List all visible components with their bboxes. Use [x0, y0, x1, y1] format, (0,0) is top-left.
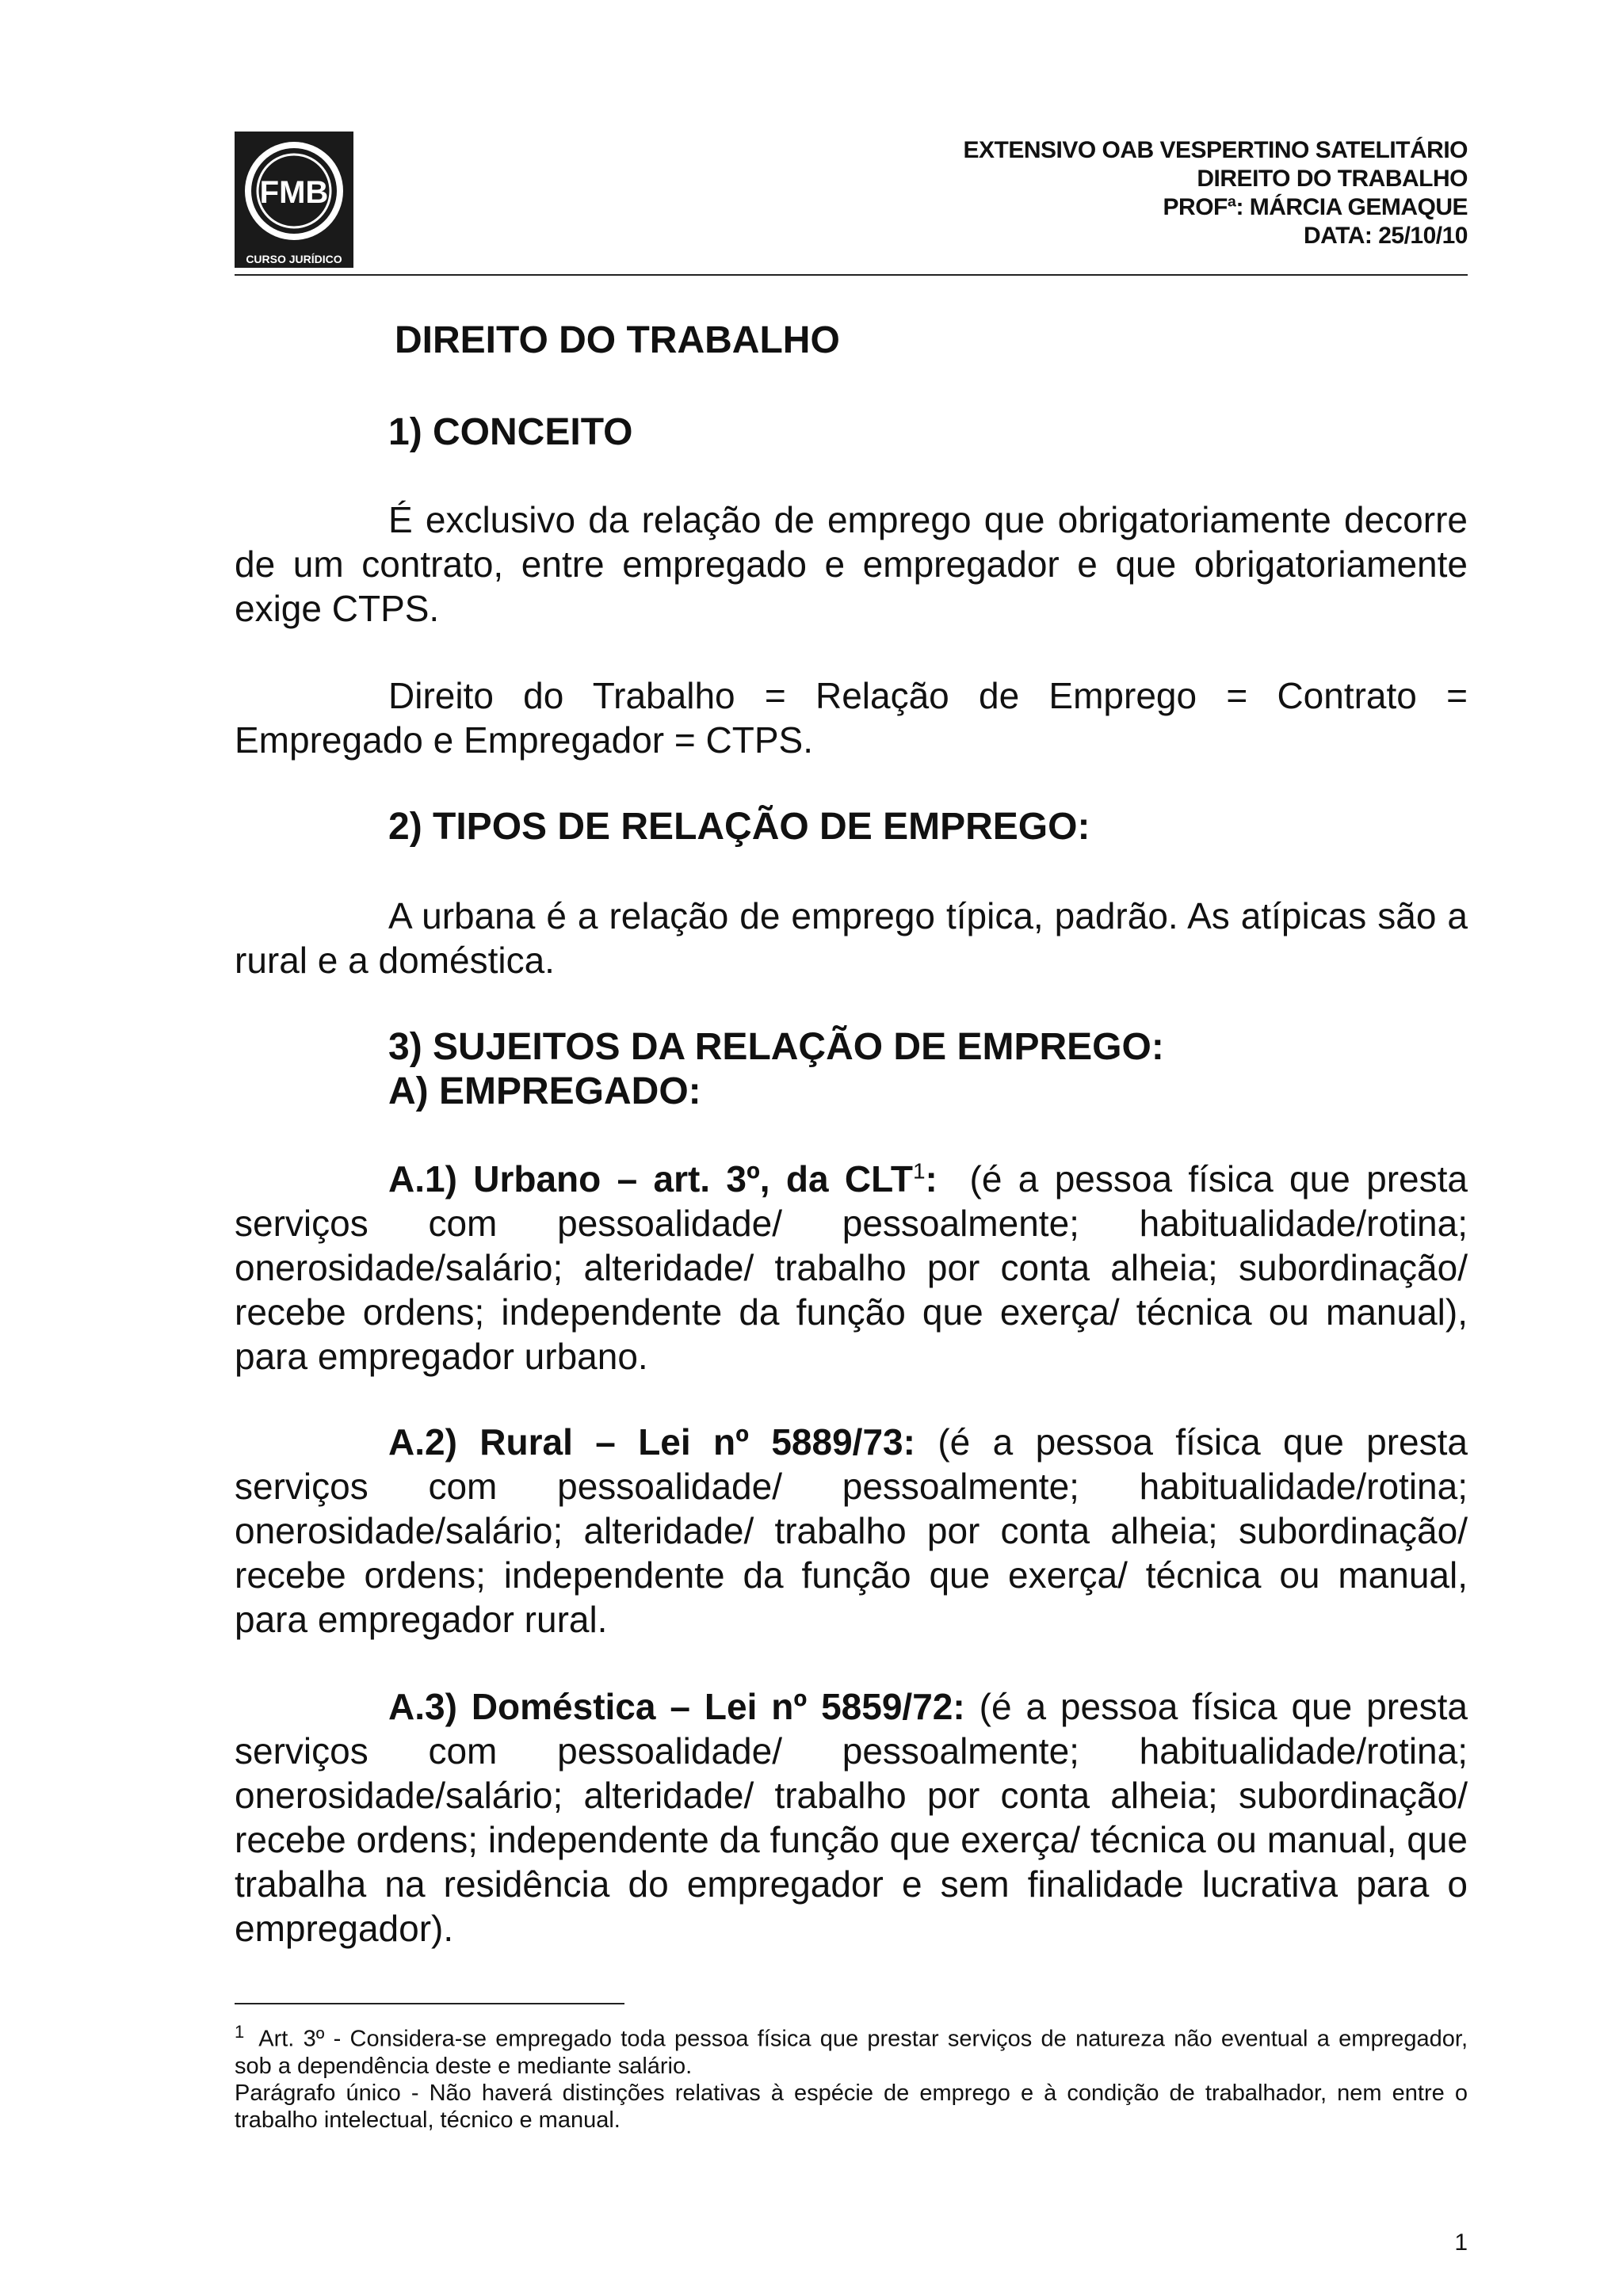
item-a1-label: A.1) Urbano – art. 3º, da CLT	[388, 1158, 913, 1199]
section-2-paragraph: A urbana é a relação de emprego típica, padrão. As atípicas são a rural e a doméstica.	[235, 895, 1468, 981]
item-a3-label: A.3) Doméstica – Lei nº 5859/72:	[388, 1686, 965, 1727]
section-2-heading: 2) TIPOS DE RELAÇÃO DE EMPREGO:	[388, 806, 1090, 848]
fmb-logo	[235, 132, 353, 268]
footnote-reference: 1	[912, 1158, 926, 1184]
item-a2-rural: A.2) Rural – Lei nº 5889/73: (é a pessoa física que presta serviços com pessoalidade/ pessoalmente; habitualidade/rotina; onerosidade/salário; alteridade/ trabalho por conta alheia; subordinação/ recebe ordens; independente da função que exerça/ técnica ou manual, para empregador rural.	[235, 1421, 1468, 1640]
item-a3-domestica: A.3) Doméstica – Lei nº 5859/72: (é a pessoa física que presta serviços com pessoalidade/ pessoalmente; habitualidade/rotina; onerosidade/salário; alteridade/ trabalho por conta alheia; subordinação/ recebe ordens; independente da função que exerça/ técnica ou manual, que trabalha na residência do empregador e sem finalidade lucrativa para o empregador).	[235, 1686, 1468, 1949]
footnote-divider	[235, 2003, 624, 2004]
logo-text: FMB	[259, 175, 329, 210]
document-title: DIREITO DO TRABALHO	[395, 319, 840, 361]
logo-subtext: CURSO JURÍDICO	[246, 253, 342, 265]
item-a1-urbano: A.1) Urbano – art. 3º, da CLT$^1$: (é a pessoa física que presta serviços com pessoalidade/ pessoalmente; habitualidade/rotina; onerosidade/salário; alteridade/ trabalho por conta alheia; subordinação/ recebe ordens; independente da função que exerça/ técnica ou manual), para empregador urbano.	[235, 1158, 1468, 1377]
course-date: DATA: 25/10/10	[1304, 223, 1468, 249]
course-header	[963, 136, 1468, 250]
course-professor: PROFª: MÁRCIA GEMAQUE	[1163, 194, 1468, 220]
item-a2-label: A.2) Rural – Lei nº 5889/73:	[388, 1421, 915, 1463]
header-divider	[235, 274, 1468, 276]
footnote-article: $^1$ Art. 3º - Considera-se empregado toda pessoa física que prestar serviços de natureza não eventual a empregador, sob a dependência deste e mediante salário.	[235, 2022, 1468, 2079]
section-1-heading: 1) CONCEITO	[388, 411, 633, 453]
page-number: 1	[1454, 2229, 1468, 2256]
section-1-paragraph-2: Direito do Trabalho = Relação de Emprego = Contrato = Empregado e Empregador = CTPS.	[235, 675, 1468, 761]
footnote-paragraph: Parágrafo único - Não haverá distinções relativas à espécie de emprego e à condição de trabalhador, nem entre o trabalho intelectual, técnico e manual.	[235, 2080, 1468, 2133]
course-subject: DIREITO DO TRABALHO	[1197, 166, 1468, 192]
section-3-subheading: A) EMPREGADO:	[388, 1070, 701, 1112]
section-3-heading: 3) SUJEITOS DA RELAÇÃO DE EMPREGO:	[388, 1026, 1164, 1068]
footnote	[235, 2019, 1468, 2134]
section-1-paragraph-1: É exclusivo da relação de emprego que obrigatoriamente decorre de um contrato, entre empregado e empregador e que obrigatoriamente exige CTPS.	[235, 499, 1468, 629]
course-name: EXTENSIVO OAB VESPERTINO SATELITÁRIO	[963, 137, 1468, 163]
